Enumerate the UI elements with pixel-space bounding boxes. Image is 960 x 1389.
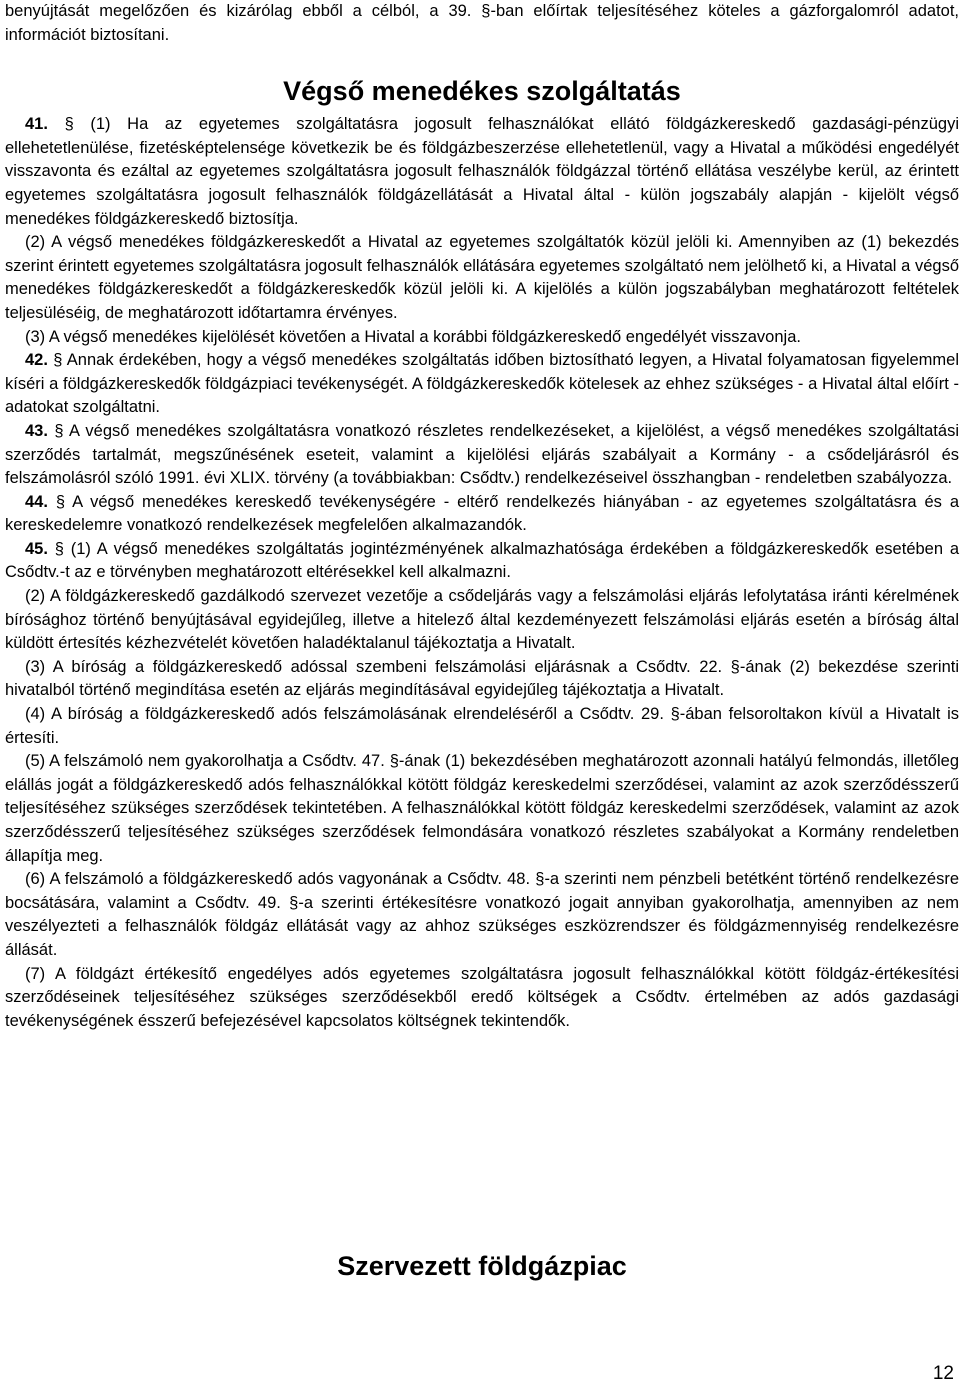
- section-41-paragraph-2: (2) A végső menedékes földgázkereskedőt a Hivatal az egyetemes szolgáltatók közül jelöli ki. Amennyiben az (1) bekezdés szerint érintett egyetemes szolgáltatásra jogosult felhasználók ellátására egyetemes szolgáltató nem jelölhető ki, a Hivatal a végső menedékes földgázkereskedőt a földgázkereskedők közül jelöli ki. A kijelölés a külön jogszabályban meghatározott feltételek teljesüléséig, de meghatározott időtartamra érvényes.: [5, 233, 959, 322]
- section-43-paragraph: [5, 420, 959, 491]
- section-number: 43.: [25, 421, 48, 440]
- section-number: 45.: [25, 539, 48, 558]
- section-heading-szervezett-foldgazpiac: Szervezett földgázpiac: [337, 1251, 627, 1281]
- page-number: 12: [932, 1363, 954, 1384]
- paragraph-text: Annak érdekében, hogy a végső menedékes szolgáltatás időben biztosítható legyen, a Hivatal folyamatosan figyelemmel kíséri a földgázkereskedők földgázpiaci tevékenységét. A földgázkereskedők kötelesek az ehhez szükséges - a Hivatal által előírt - adatokat szolgáltatni.: [5, 351, 959, 417]
- top-paragraph: benyújtását megelőzően és kizárólag ebből a célból, a 39. §-ban előírtak teljesítéséhez köteles a gázforgalomról adatot, információt biztosítani.: [5, 2, 959, 44]
- document-page: [5, 0, 959, 1281]
- section-number: 41.: [25, 115, 48, 134]
- paragraph-text: (1) Ha az egyetemes szolgáltatásra jogosult felhasználókat ellátó földgázkereskedő gazdasági-pénzügyi ellehetetlenülése, fizetésképtelensége következik be és földgázbeszerzése ellehetetlenül, vagy a Hivatal a működési engedélyét visszavonta és ezáltal az egyetemes szolgáltatásra jogosult felhasználók földgázzal történő ellátása veszélybe kerül, az érintett egyetemes szolgáltatásra jogosult felhasználók földgázellátását a Hivatal által - külön jogszabály alapján - kijelölt végső menedékes földgázkereskedő biztosítja.: [5, 115, 959, 228]
- section-heading-vegso-menedekes: Végső menedékes szolgáltatás: [283, 76, 681, 107]
- section-42-paragraph: [5, 349, 959, 420]
- section-sign: §: [53, 351, 63, 370]
- section-45-paragraph-1: [5, 538, 959, 585]
- section-45-paragraph-4: (4) A bíróság a földgázkereskedő adós felszámolásának elrendeléséről a Csődtv. 29. §-ában felsoroltakon kívül a Hivatalt is értesíti.: [5, 705, 959, 747]
- section-45-paragraph-7: (7) A földgázt értékesítő engedélyes adós egyetemes szolgáltatásra jogosult felhasználókkal kötött földgáz-értékesítési szerződéseinek teljesítéséhez szükséges szerződésekből eredő költségek a Csődtv. értelmében az adós gazdasági tevékenységének ésszerű befejezésével kapcsolatos költségnek tekintendők.: [5, 964, 959, 1030]
- section-sign: §: [55, 492, 66, 511]
- section-45-paragraph-2: (2) A földgázkereskedő gazdálkodó szervezet vezetője a csődeljárás vagy a felszámolási eljárás lefolytatása iránti kérelmének bírósághoz történő benyújtásával egyidejűleg, illetve a hitelező által kezdeményezett felszámolási eljárás esetén a bíróság által küldött értesítés kézhezvételét követően haladéktalanul tájékoztatja a Hivatalt.: [5, 587, 959, 653]
- paragraph-text: A végső menedékes szolgáltatásra vonatkozó részletes rendelkezéseket, a kijelölést, a végső menedékes szolgáltatási szerződés tartalmát, megszűnésének eseteit, valamint a kijelölési eljárás szabályait a Kormány - a csődeljárásról és felszámolásról szóló 1991. évi XLIX. törvény (a továbbiakban: Csődtv.) rendelkezéseivel összhangban - rendeletben szabályozza.: [5, 421, 959, 488]
- section-41-paragraph-1: [5, 113, 959, 231]
- section-sign: §: [64, 115, 74, 134]
- section-sign: §: [54, 421, 64, 440]
- section-sign: §: [54, 539, 64, 558]
- section-45-paragraph-3: (3) A bíróság a földgázkereskedő adóssal szembeni felszámolási eljárásnak a Csődtv. 22. §-ának (2) bekezdése szerinti hivatalból történő megindítása esetén az eljárás megindításával egyidejűleg tájékoztatja a Hivatalt.: [5, 657, 959, 700]
- section-number: 44.: [25, 492, 48, 511]
- section-44-paragraph: [5, 491, 959, 538]
- section-45-paragraph-5: (5) A felszámoló nem gyakorolhatja a Csődtv. 47. §-ának (1) bekezdésében meghatározott azonnali hatályú felmondás, illetőleg elállás jogát a földgázkereskedő adós felhasználókkal kötött földgáz kereskedelmi szerződései, valamint az azok szerződésszerű teljesítéséhez szükséges szerződések tekintetében. A felhasználókkal kötött földgáz kereskedelmi szerződések, valamint az azok szerződésszerű teljesítéséhez szükséges szerződések felmondására vonatkozó részletes szabályokat a Kormány rendeletben állapítja meg.: [5, 752, 959, 865]
- section-number: 42.: [25, 351, 48, 370]
- section-45-paragraph-6: (6) A felszámoló a földgázkereskedő adós vagyonának a Csődtv. 48. §-a szerinti nem pénzbeli betétként történő rendelkezésre bocsátására, valamint a Csődtv. 49. §-a szerinti értékesítésre vonatkozó jogait annyiban gyakorolhatja, amennyiben az nem veszélyezteti a felhasználók földgáz ellátását vagy az ahhoz szükséges eszközrendszer és földgázmennyiség rendelkezésre állását.: [5, 870, 959, 959]
- section-41-paragraph-3: (3) A végső menedékes kijelölését követően a Hivatal a korábbi földgázkereskedő engedélyét visszavonja.: [25, 327, 801, 346]
- paragraph-text: A végső menedékes kereskedő tevékenységére - eltérő rendelkezés hiányában - az egyetemes szolgáltatásra és a kereskedelemre vonatkozó rendelkezések megfelelően alkalmazandók.: [5, 492, 959, 535]
- paragraph-text: (1) A végső menedékes szolgáltatás jogintézményének alkalmazhatósága érdekében a földgázkereskedők esetében a Csődtv.-t az e törvényben meghatározott eltérésekkel kell alkalmazni.: [5, 539, 959, 582]
